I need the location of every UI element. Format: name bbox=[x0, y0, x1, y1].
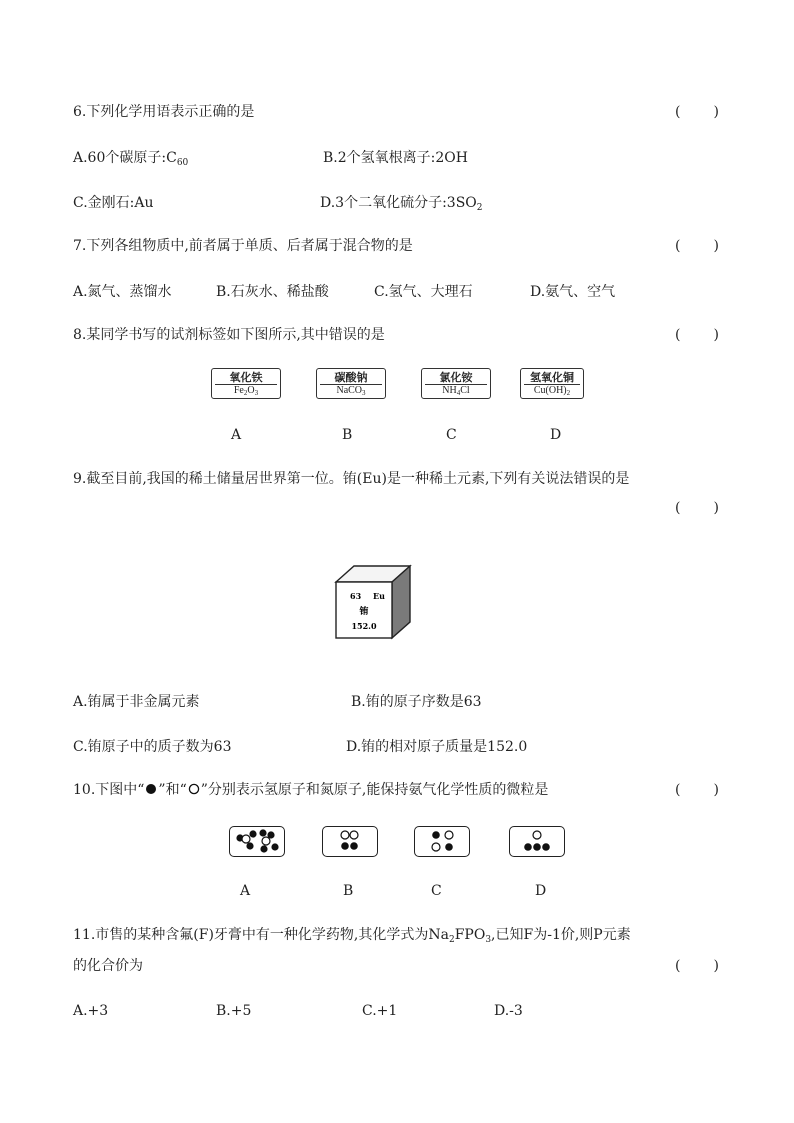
molecule-box-b bbox=[322, 826, 378, 857]
q8-letter-b: B bbox=[342, 427, 353, 443]
q8-stem: 8.某同学书写的试剂标签如下图所示,其中错误的是 bbox=[73, 327, 385, 343]
q10-letter-a: A bbox=[240, 883, 251, 899]
reagent-label-c bbox=[421, 368, 491, 399]
atomic-mass: 152.0 bbox=[351, 621, 377, 631]
q10-letter-b: B bbox=[343, 883, 354, 899]
q11-option-a: A.+3 bbox=[73, 1003, 109, 1019]
q7-answer-paren: ( ) bbox=[675, 238, 719, 254]
q6-option-c: C.金刚石:Au bbox=[73, 195, 154, 211]
q11-answer-paren: ( ) bbox=[675, 958, 719, 974]
reagent-label-a bbox=[211, 368, 281, 399]
element-cube-europium bbox=[330, 563, 414, 641]
q11-stem-continued: 的化合价为 bbox=[73, 958, 143, 974]
q9-option-c: C.铕原子中的质子数为63 bbox=[73, 739, 232, 755]
reagent-formula: NaCO$_3$ bbox=[336, 385, 366, 397]
molecule-box-d bbox=[509, 826, 565, 857]
q10-stem: 10.下图中“ ”和“ ”分别表示氢原子和氮原子,能保持氨气化学性质的微粒是 bbox=[73, 782, 549, 798]
q9-option-d: D.铕的相对原子质量是152.0 bbox=[346, 739, 528, 755]
q9-stem: 9.截至目前,我国的稀土储量居世界第一位。铕(Eu)是一种稀土元素,下列有关说法错误的是 bbox=[73, 471, 630, 487]
q6-option-b: B.2个氢氧根离子:2OH bbox=[323, 150, 468, 166]
q7-option-a: A.氮气、蒸馏水 bbox=[73, 284, 172, 300]
q10-letter-c: C bbox=[431, 883, 442, 899]
q8-answer-paren: ( ) bbox=[675, 327, 719, 343]
q9-option-b: B.铕的原子序数是63 bbox=[351, 694, 482, 710]
reagent-formula: $NH_4Cl$ bbox=[442, 385, 470, 397]
q7-stem: 7.下列各组物质中,前者属于单质、后者属于混合物的是 bbox=[73, 238, 413, 254]
molecule-box-c bbox=[414, 826, 470, 857]
q11-option-d: D.-3 bbox=[494, 1003, 523, 1019]
q11-option-b: B.+5 bbox=[216, 1003, 252, 1019]
q6-option-d: D.3个二氧化硫分子$:3SO_2$ bbox=[320, 195, 483, 213]
q8-letter-c: C bbox=[446, 427, 457, 443]
element-name: 铕 bbox=[359, 607, 369, 617]
q6-stem: 6.下列化学用语表示正确的是 bbox=[73, 104, 255, 120]
reagent-label-d bbox=[520, 368, 584, 399]
molecule-box-a bbox=[229, 826, 285, 857]
q8-letter-d: D bbox=[550, 427, 562, 443]
reagent-name: 氧化铁 bbox=[229, 371, 263, 384]
q7-option-b: B.石灰水、稀盐酸 bbox=[216, 284, 329, 300]
q10-answer-paren: ( ) bbox=[675, 782, 719, 798]
q7-option-d: D.氨气、空气 bbox=[530, 284, 616, 300]
q9-answer-paren: ( ) bbox=[675, 500, 719, 516]
q6-answer-paren: ( ) bbox=[675, 104, 719, 120]
hydrogen-atom-symbol bbox=[144, 783, 158, 795]
reagent-name: 氢氧化铜 bbox=[530, 371, 574, 384]
reagent-formula: $Cu(OH)_2$ bbox=[533, 385, 571, 397]
reagent-name: 碳酸钠 bbox=[334, 371, 368, 384]
reagent-name: 氯化铵 bbox=[439, 371, 473, 384]
element-symbol: Eu bbox=[373, 591, 385, 601]
q10-letter-d: D bbox=[535, 883, 547, 899]
q11-option-c: C.+1 bbox=[362, 1003, 398, 1019]
q6-option-a: A.60个碳原子$:C_{60}$ bbox=[73, 150, 189, 168]
q7-option-c: C.氢气、大理石 bbox=[374, 284, 473, 300]
q11-stem: 11.市售的某种含氟(F)牙膏中有一种化学药物,其化学式为$Na_2FPO_3$,已知F为-1价,则P元素 bbox=[73, 927, 631, 945]
q9-option-a: A.铕属于非金属元素 bbox=[73, 694, 200, 710]
nitrogen-atom-symbol bbox=[187, 783, 201, 795]
reagent-label-b bbox=[316, 368, 386, 399]
reagent-formula: $Fe_2O_3$ bbox=[233, 385, 259, 397]
q8-letter-a: A bbox=[231, 427, 242, 443]
atomic-number: 63 bbox=[350, 591, 362, 601]
